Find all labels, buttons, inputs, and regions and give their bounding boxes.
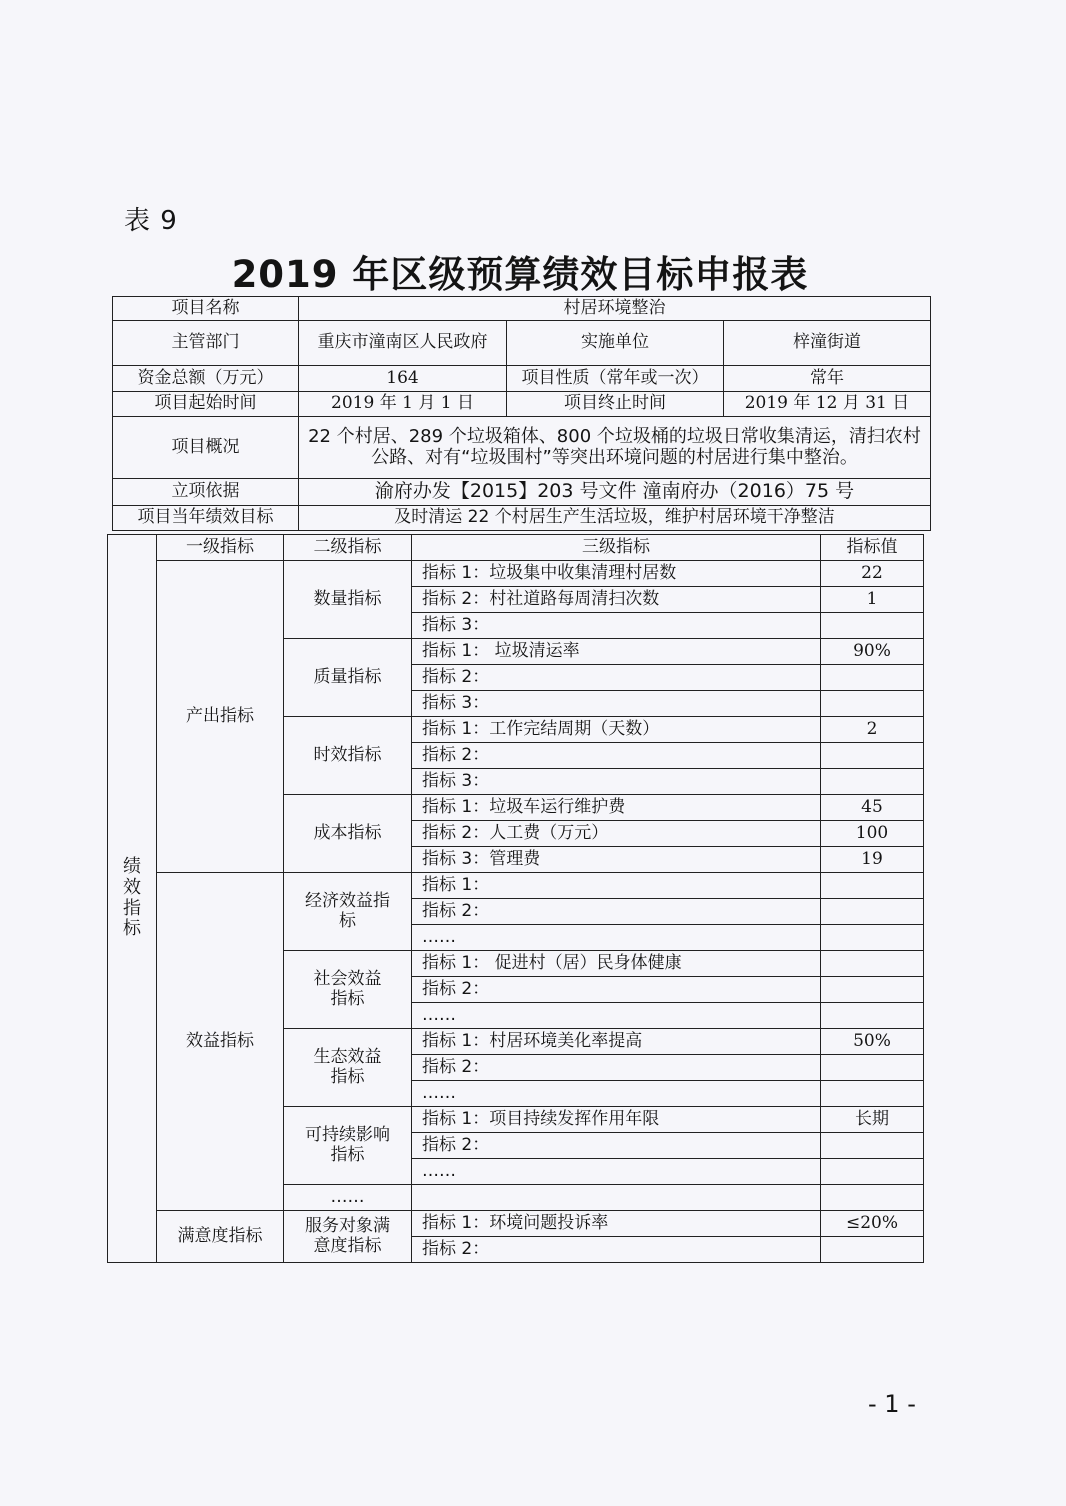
table-row — [108, 561, 924, 587]
benefit-more: …… — [284, 1185, 412, 1211]
end-time-label: 项目终止时间 — [507, 392, 724, 417]
header-level2: 二级指标 — [284, 535, 412, 561]
indicator-text: 指标 1：环境问题投诉率 — [412, 1211, 821, 1237]
table-row — [113, 366, 931, 392]
indicator-text: 指标 3： — [412, 691, 821, 717]
indicator-text: 指标 2： — [412, 1055, 821, 1081]
indicator-text: 指标 2： — [412, 665, 821, 691]
end-time-value: 2019 年 12 月 31 日 — [724, 392, 931, 417]
ecological-label — [284, 1029, 412, 1107]
indicator-value — [821, 665, 924, 691]
indicator-text: …… — [412, 925, 821, 951]
basis-label: 立项依据 — [113, 479, 299, 506]
timeliness-label: 时效指标 — [284, 717, 412, 795]
document-title: 2019 年区级预算绩效目标申报表 — [231, 253, 809, 296]
fund-value: 164 — [299, 366, 507, 392]
project-name-label: 项目名称 — [113, 297, 299, 321]
indicator-value — [821, 1003, 924, 1029]
indicator-value — [821, 1237, 924, 1263]
table-row — [108, 873, 924, 899]
indicator-value — [821, 873, 924, 899]
sustainable-label — [284, 1107, 412, 1185]
start-time-label: 项目起始时间 — [113, 392, 299, 417]
quantity-label: 数量指标 — [284, 561, 412, 639]
indicator-text: …… — [412, 1081, 821, 1107]
indicator-text: 指标 3： — [412, 769, 821, 795]
indicator-value: 22 — [821, 561, 924, 587]
indicator-text: 指标 2： — [412, 977, 821, 1003]
indicator-text: 指标 2： — [412, 899, 821, 925]
indicator-text: 指标 1： 促进村（居）民身体健康 — [412, 951, 821, 977]
satisfaction-label: 满意度指标 — [157, 1211, 284, 1263]
cost-label: 成本指标 — [284, 795, 412, 873]
page-number: - 1 - — [868, 1390, 916, 1418]
indicator-text: 指标 1： 垃圾清运率 — [412, 639, 821, 665]
overview-label: 项目概况 — [113, 417, 299, 479]
indicator-text: 指标 1：垃圾集中收集清理村居数 — [412, 561, 821, 587]
indicator-value — [821, 743, 924, 769]
project-name-value: 村居环境整治 — [299, 297, 931, 321]
indicator-value: 19 — [821, 847, 924, 873]
indicator-value: 50% — [821, 1029, 924, 1055]
overview-value: 22 个村居、289 个垃圾箱体、800 个垃圾桶的垃圾日常收集清运，清扫农村公路、对有“垃圾围村”等突出环境问题的村居进行集中整治。 — [299, 417, 931, 479]
dept-value: 重庆市潼南区人民政府 — [299, 321, 507, 366]
table-row — [113, 321, 931, 366]
goal-label: 项目当年绩效目标 — [113, 506, 299, 531]
table-row — [113, 297, 931, 321]
sustainable-label-text: 可持续影响指标 — [305, 1124, 390, 1165]
table-row — [108, 535, 924, 561]
indicator-text: 指标 2：人工费（万元） — [412, 821, 821, 847]
goal-value: 及时清运 22 个村居生产生活垃圾，维护村居环境干净整洁 — [299, 506, 931, 531]
nature-value: 常年 — [724, 366, 931, 392]
indicator-table — [107, 534, 924, 1263]
indicator-value: 长期 — [821, 1107, 924, 1133]
indicator-value — [821, 1159, 924, 1185]
indicator-value: 90% — [821, 639, 924, 665]
indicator-value — [821, 613, 924, 639]
indicator-text: …… — [412, 1003, 821, 1029]
indicator-value — [821, 1133, 924, 1159]
indicator-text: 指标 1：垃圾车运行维护费 — [412, 795, 821, 821]
unit-label: 实施单位 — [507, 321, 724, 366]
economic-label-text: 经济效益指标 — [305, 890, 390, 931]
quality-label: 质量指标 — [284, 639, 412, 717]
indicator-text: …… — [412, 1159, 821, 1185]
dept-label: 主管部门 — [113, 321, 299, 366]
section-label-cell — [108, 535, 157, 1263]
indicator-text: 指标 2： — [412, 743, 821, 769]
indicator-value: 45 — [821, 795, 924, 821]
header-level3: 三级指标 — [412, 535, 821, 561]
social-label-text: 社会效益指标 — [313, 968, 382, 1009]
economic-label — [284, 873, 412, 951]
nature-label: 项目性质（常年或一次） — [507, 366, 724, 392]
start-time-value: 2019 年 1 月 1 日 — [299, 392, 507, 417]
table-row — [113, 417, 931, 479]
indicator-value: ≤20% — [821, 1211, 924, 1237]
indicator-value — [821, 977, 924, 1003]
table-row — [113, 392, 931, 417]
indicator-text — [412, 1185, 821, 1211]
project-info-table — [112, 296, 931, 531]
indicator-value — [821, 899, 924, 925]
basis-value: 渝府办发【2015】203 号文件 潼南府办（2016）75 号 — [299, 479, 931, 506]
output-label: 产出指标 — [157, 561, 284, 873]
fund-label: 资金总额（万元） — [113, 366, 299, 392]
unit-value: 梓潼街道 — [724, 321, 931, 366]
header-value: 指标值 — [821, 535, 924, 561]
indicator-value — [821, 691, 924, 717]
indicator-text: 指标 3：管理费 — [412, 847, 821, 873]
benefit-label: 效益指标 — [157, 873, 284, 1211]
indicator-text: 指标 2： — [412, 1237, 821, 1263]
table-row — [113, 506, 931, 531]
indicator-value: 100 — [821, 821, 924, 847]
indicator-value — [821, 769, 924, 795]
section-label: 绩效指标 — [122, 856, 141, 940]
header-level1: 一级指标 — [157, 535, 284, 561]
social-label — [284, 951, 412, 1029]
ecological-label-text: 生态效益指标 — [313, 1046, 382, 1087]
table-number: 表 9 — [124, 206, 178, 236]
indicator-value — [821, 1185, 924, 1211]
indicator-value — [821, 951, 924, 977]
indicator-text: 指标 1：工作完结周期（天数） — [412, 717, 821, 743]
table-row — [108, 1211, 924, 1237]
indicator-text: 指标 2：村社道路每周清扫次数 — [412, 587, 821, 613]
satisfaction-sub-label-text: 服务对象满意度指标 — [305, 1215, 390, 1256]
indicator-text: 指标 1：村居环境美化率提高 — [412, 1029, 821, 1055]
indicator-value — [821, 1081, 924, 1107]
indicator-text: 指标 1： — [412, 873, 821, 899]
indicator-value: 1 — [821, 587, 924, 613]
indicator-value — [821, 1055, 924, 1081]
indicator-text: 指标 1：项目持续发挥作用年限 — [412, 1107, 821, 1133]
indicator-text: 指标 3： — [412, 613, 821, 639]
table-row — [113, 479, 931, 506]
indicator-value — [821, 925, 924, 951]
satisfaction-sub-label — [284, 1211, 412, 1263]
indicator-text: 指标 2： — [412, 1133, 821, 1159]
indicator-value: 2 — [821, 717, 924, 743]
